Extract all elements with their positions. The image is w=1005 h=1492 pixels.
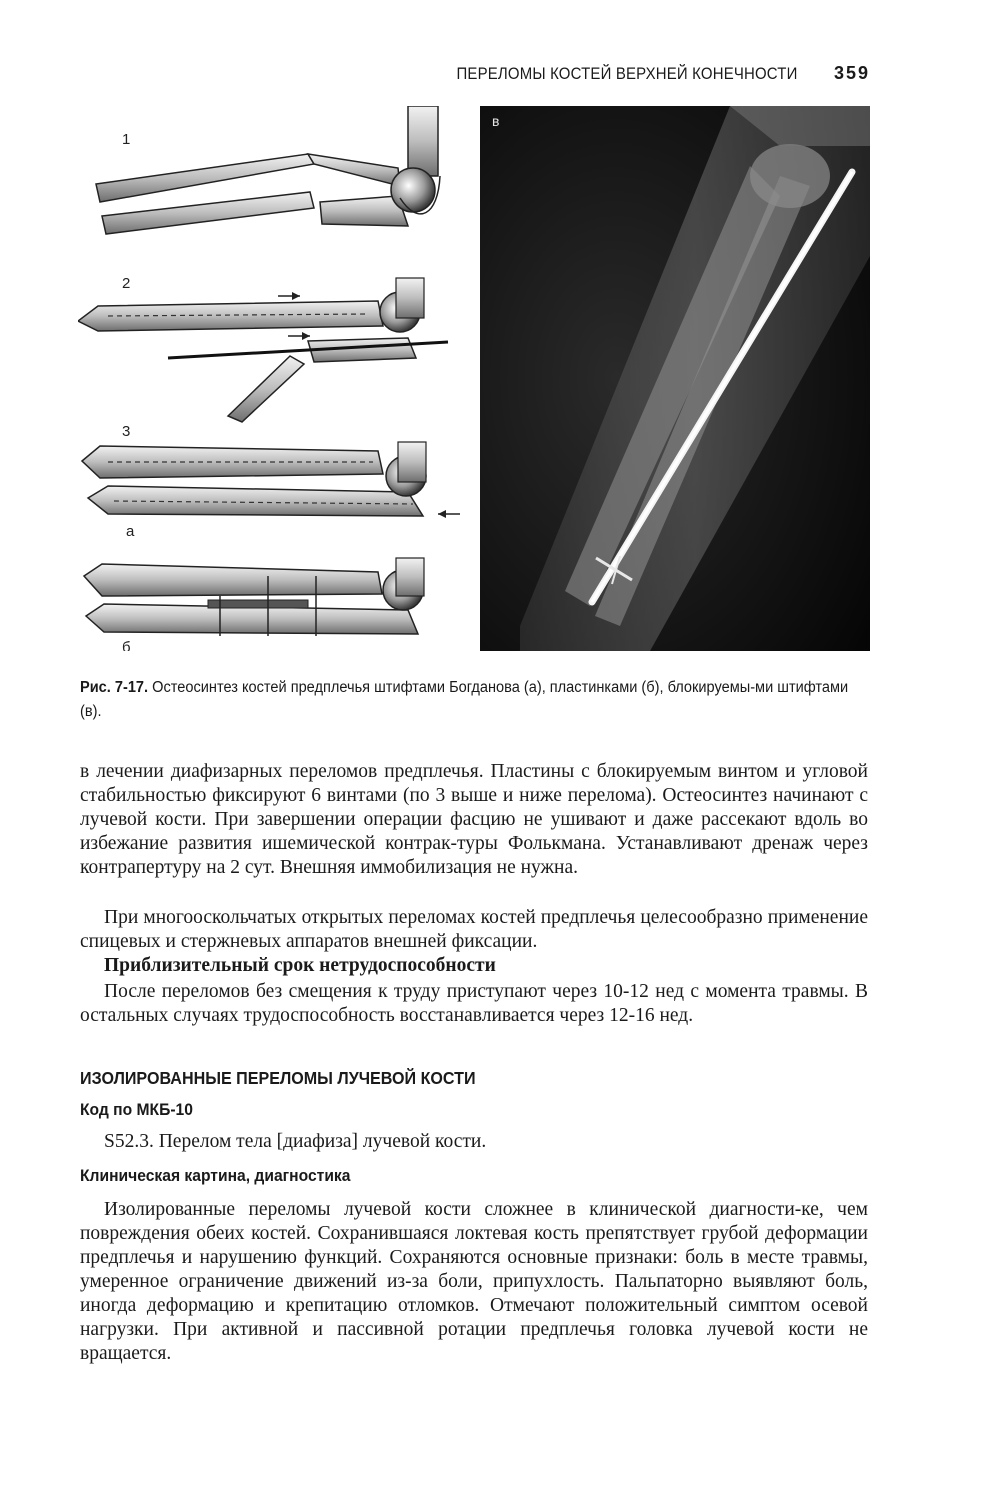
paragraph-3-text: После переломов без смещения к труду приступают через 10-12 нед с момента травмы. В остальных случаях трудоспособность восстанавливается через 12-16 нед. (80, 981, 868, 1026)
running-title: ПЕРЕЛОМЫ КОСТЕЙ ВЕРХНЕЙ КОНЕЧНОСТИ (456, 64, 798, 83)
figure-caption (80, 676, 870, 724)
page-number: 359 (833, 63, 870, 83)
forearm-illustrations (78, 106, 468, 651)
clinical-heading: Клиническая картина, диагностика (80, 1166, 351, 1185)
drawing-2 (78, 275, 448, 422)
caption-label: Рис. 7-17. (80, 679, 149, 696)
paragraph-1-text: в лечении диафизарных переломов предплечья. Пластины с блокируемым винтом и угловой стабильностью фиксируют 6 винтами (по 3 выше и ниже перелома). Остеосинтез начинают с лучевой кости. При завершении операции фасцию не ушивают и даже рассекают вдоль во избежание развития ишемической контрак-туры Фолькмана. Устанавливают дренаж через контрапертуру на 2 сут. Внешняя иммобилизация не нужна. (80, 761, 868, 878)
subheading-disability: Приблизительный срок нетрудоспособности (104, 955, 496, 976)
panel-label-b: б (122, 639, 131, 651)
page-header (80, 62, 870, 88)
paragraph-5 (80, 1198, 868, 1366)
paragraph-4-text: S52.3. Перелом тела [диафиза] лучевой кости. (104, 1131, 487, 1152)
xray-image (480, 106, 870, 651)
paragraph-3 (80, 980, 868, 1028)
panel-label-a: а (126, 523, 135, 540)
drawing-4 (84, 558, 424, 651)
xray-label: в (492, 113, 500, 129)
section-title: ИЗОЛИРОВАННЫЕ ПЕРЕЛОМЫ ЛУЧЕВОЙ КОСТИ (80, 1068, 476, 1088)
drawing-1 (96, 106, 440, 234)
paragraph-4 (80, 1130, 868, 1154)
icd-heading: Код по МКБ-10 (80, 1100, 193, 1119)
panel-label-2: 2 (122, 275, 131, 292)
caption-text: Остеосинтез костей предплечья штифтами Богданова (а), пластинками (б), блокируемы-ми штифтами (в). (80, 679, 849, 720)
panel-label-1: 1 (122, 131, 131, 148)
panel-label-3: 3 (122, 423, 131, 440)
drawing-3 (82, 423, 460, 540)
paragraph-1 (80, 760, 868, 880)
paragraph-5-text: Изолированные переломы лучевой кости сложнее в клинической диагности-ке, чем повреждения обеих костей. Сохранившаяся локтевая кость препятствует грубой деформации предплечья и нарушению функций. Сохраняются основные признаки: боль в месте травмы, умеренное ограничение движений из-за боли, припухлость. Пальпаторно выявляют боль, иногда деформацию и крепитацию отломков. Отмечают положительный симптом осевой нагрузки. При активной и пассивной ротации предплечья головка лучевой кости не вращается. (80, 1199, 868, 1364)
paragraph-2 (80, 906, 868, 954)
paragraph-2-text: При многооскольчатых открытых переломах костей предплечья целесообразно применение спицевых и стержневых аппаратов внешней фиксации. (80, 907, 868, 952)
